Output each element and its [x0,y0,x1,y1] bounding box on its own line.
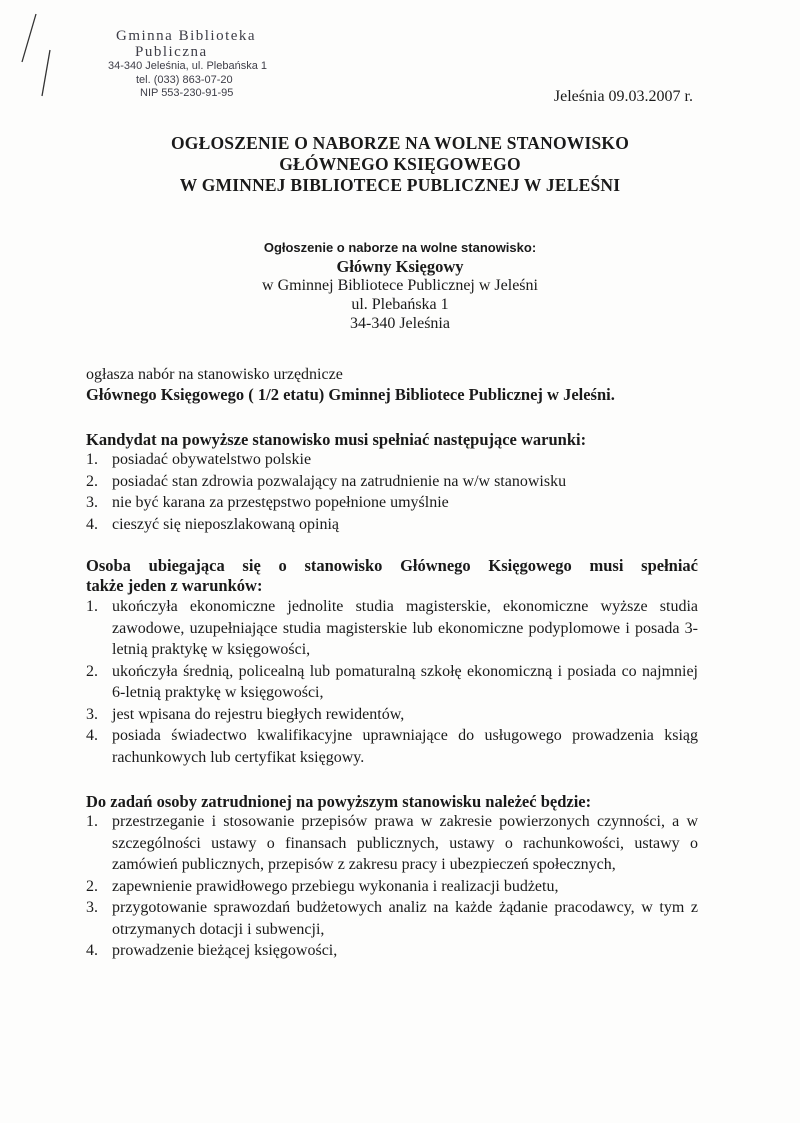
list-item: 2. ukończyła średnią, policealną lub pomaturalną szkołę ekonomiczną i posiada co najmniej 6-letnią praktykę w księgowości, [86,662,698,701]
section-2-heading-line-2: także jeden z warunków: [86,576,263,595]
position-name: Główny Księgowy [336,257,464,276]
list-item: 4. prowadzenie bieżącej księgowości, [86,942,338,959]
stamp-line-2: Publiczna [135,44,208,60]
list-item: 4. posiada świadectwo kwalifikacyjne uprawniające do usługowego prowadzenia ksiąg rachunkowych lub certyfikat księgowy. [86,727,698,766]
institution-name: w Gminnej Bibliotece Publicznej w Jeleśni [262,277,538,294]
list-item: 1. posiadać obywatelstwo polskie [86,451,312,468]
stamp-nip: NIP 553-230-91-95 [140,87,234,99]
section-2-heading-line-1: Osoba ubiegająca się o stanowisko Głównego Księgowego musi spełniać [86,556,698,575]
section-3-heading: Do zadań osoby zatrudnionej na powyższym stanowisku należeć będzie: [86,792,592,811]
stamp-line-1: Gminna Biblioteka [116,28,257,44]
street-address: ul. Plebańska 1 [351,296,449,313]
document-date: Jeleśnia 09.03.2007 r. [553,88,693,105]
list-item: 1. ukończyła ekonomiczne jednolite studia magisterskie, ekonomiczne wyższe studia zawodowe, uzupełniające studia magisterskie lub ekonomiczne podyplomowe i posada 3-letnią praktykę w księgowości, [86,598,698,658]
announcement-block [0,238,800,333]
pen-mark [14,10,54,100]
title-line-3: W GMINNEJ BIBLIOTECE PUBLICZNEJ W JELEŚNI [179,175,621,195]
list-item: 2. posiadać stan zdrowia pozwalający na zatrudnienie na w/w stanowisku [86,472,567,490]
title-line-1: OGŁOSZENIE O NABORZE NA WOLNE STANOWISKO [170,133,630,153]
list-item: 4. cieszyć się nieposzlakowaną opinią [86,515,340,533]
title-line-2: GŁÓWNEGO KSIĘGOWEGO [279,154,521,174]
section-1-list [86,449,666,535]
announcement-lead: Ogłoszenie o naborze na wolne stanowisko: [263,240,537,255]
list-item: 2. zapewnienie prawidłowego przebiegu wykonania i realizacji budżetu, [86,877,559,895]
list-item: 3. jest wpisana do rejestru biegłych rewidentów, [86,705,405,723]
stamp-address: 34-340 Jeleśnia, ul. Plebańska 1 [108,60,267,72]
list-item: 3. nie być karana za przestępstwo popełnione umyślnie [86,494,449,511]
city-address: 34-340 Jeleśnia [350,315,450,332]
list-item: 3. przygotowanie sprawozdań budżetowych analiz na każde żądanie pracodawcy, w tym z otrzymanych dotacji i subwencji, [86,899,698,938]
list-item: 1. przestrzeganie i stosowanie przepisów prawa w zakresie powierzonych czynności, a w szczególności ustawy o finansach publicznych, ustawy o rachunkowości, ustawy o zamówień publicznych, przepisów z zakresu pracy i ubezpieczeń społecznych, [86,813,698,873]
intro-line-1: ogłasza nabór na stanowisko urzędnicze [86,366,343,383]
section-3-list [86,811,698,962]
section-2-list [86,596,698,768]
document-title [0,133,800,196]
intro-line-2: Głównego Księgowego ( 1/2 etatu) Gminnej Bibliotece Publicznej w Jeleśni. [86,385,615,404]
stamp-phone: tel. (033) 863-07-20 [136,74,233,86]
section-1-heading: Kandydat na powyższe stanowisko musi spełniać następujące warunki: [86,430,587,449]
